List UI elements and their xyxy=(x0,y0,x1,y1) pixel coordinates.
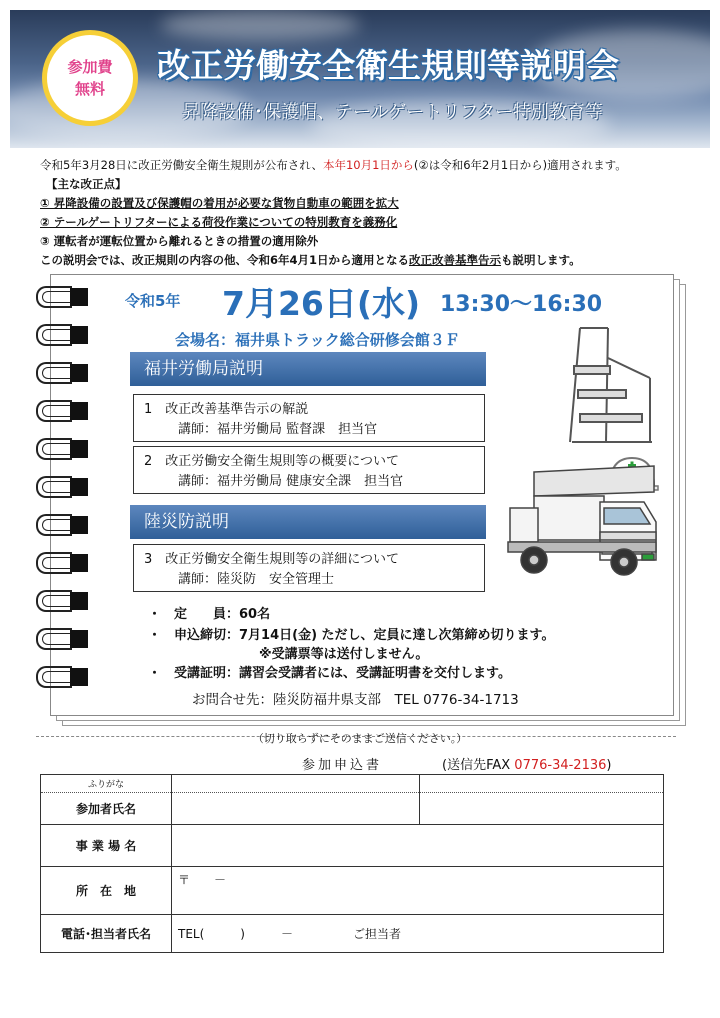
event-era: 令和5年 xyxy=(125,292,181,310)
notebook-ring-icon xyxy=(36,590,92,612)
notebook-ring-icon xyxy=(36,666,92,688)
furigana-label: ふりがな xyxy=(41,775,172,793)
badge-line2: 無料 xyxy=(74,80,105,98)
step-ladder-icon xyxy=(560,318,660,446)
application-form xyxy=(40,774,664,953)
office-name-label: 事 業 場 名 xyxy=(41,825,172,867)
deadline-value: 7月14日(金) ただし、定員に達し次第締め切ります。 xyxy=(239,628,555,643)
deadline-note: ※受講票等は送付しません。 xyxy=(259,647,429,662)
point-1: ① 昇降設備の設置及び保護帽の着用が必要な貨物自動車の範囲を拡大 xyxy=(40,196,399,210)
intro-line1-a: 令和5年3月28日に改正労働安全衛生規則が公布され、 xyxy=(40,158,323,172)
address-label: 所 在 地 xyxy=(41,867,172,915)
certificate-value: 講習会受講者には、受講証明書を交付します。 xyxy=(239,666,511,681)
agenda-item xyxy=(133,394,485,442)
cut-note: （切り取らずにそのままご送信ください。） xyxy=(252,732,468,745)
intro-line1-b: (②は令和6年2月1日から)適用されます。 xyxy=(413,158,627,172)
free-badge xyxy=(42,30,138,126)
capacity-value: 60名 xyxy=(239,607,271,622)
notebook-ring-icon xyxy=(36,628,92,650)
fax-close: ) xyxy=(606,758,612,773)
participant-name-field-2[interactable] xyxy=(420,793,664,825)
form-title: 参加申込書 xyxy=(302,758,383,773)
agenda-item-topic: 2 改正労働安全衛生規則等の概要について xyxy=(144,454,400,469)
address-field[interactable] xyxy=(172,867,664,915)
participant-name-label: 参加者氏名 xyxy=(41,793,172,825)
event-venue: 会場名：福井県トラック総合研修会館３Ｆ xyxy=(175,331,460,349)
event-time: 13:30～16:30 xyxy=(440,292,603,317)
phone-contact-field[interactable] xyxy=(172,915,664,953)
notebook-ring-icon xyxy=(36,476,92,498)
furigana-field-1[interactable] xyxy=(172,775,420,793)
intro-line5-b: も説明します。 xyxy=(501,253,581,267)
intro-line5-a: この説明会では、改正規則の内容の他、令和6年4月1日から適用となる xyxy=(40,253,410,267)
intro-line5-ul: 改正改善基準告示 xyxy=(409,253,502,267)
notebook-ring-icon xyxy=(36,438,92,460)
agenda-item-lecturer: 講師：陸災防 安全管理士 xyxy=(178,572,335,587)
capacity-row xyxy=(148,603,270,622)
page-title: 改正労働安全衛生規則等説明会 xyxy=(157,46,619,85)
notebook-ring-icon xyxy=(36,552,92,574)
deadline-row xyxy=(148,624,555,643)
agenda-item-lecturer: 講師：福井労働局 健康安全課 担当官 xyxy=(178,474,404,489)
intro-line1 xyxy=(40,156,710,175)
furigana-field-2[interactable] xyxy=(420,775,664,793)
notebook-ring-icon xyxy=(36,286,92,308)
agenda-item-topic: 1 改正改善基準告示の解説 xyxy=(144,402,309,417)
intro-line5 xyxy=(40,251,710,270)
fax-number: 0776-34-2136 xyxy=(514,758,607,773)
agenda-item xyxy=(133,446,485,494)
section-title-labor-bureau: 福井労働局説明 xyxy=(130,352,486,386)
notebook-ring-icon xyxy=(36,400,92,422)
phone-value: TEL( ) － ご担当者 xyxy=(178,927,401,941)
certificate-row xyxy=(148,662,511,681)
postal-mark: 〒 － xyxy=(178,873,227,887)
fax-label: (送信先FAX xyxy=(442,758,511,773)
truck-icon xyxy=(504,462,664,584)
intro-block xyxy=(40,156,710,270)
agenda-item xyxy=(133,544,485,592)
point-2: ② テールゲートリフターによる荷役作業についての特別教育を義務化 xyxy=(40,215,398,229)
intro-line1-red: 本年10月1日から xyxy=(322,158,414,172)
participant-name-field-1[interactable] xyxy=(172,793,420,825)
page-subtitle: 昇降設備･保護帽、テールゲートリフター特別教育等 xyxy=(182,102,604,123)
point-3: ③ 運転者が運転位置から離れるときの措置の適用除外 xyxy=(40,234,319,248)
office-name-field[interactable] xyxy=(172,825,664,867)
agenda-item-lecturer: 講師：福井労働局 監督課 担当官 xyxy=(178,422,378,437)
deadline-label: ・ 申込締切： xyxy=(148,628,240,643)
agenda-item-topic: 3 改正労働安全衛生規則等の詳細について xyxy=(144,552,400,567)
phone-contact-label: 電話･担当者氏名 xyxy=(41,915,172,953)
notebook-ring-icon xyxy=(36,324,92,346)
section-title-rikusaibo: 陸災防説明 xyxy=(130,505,486,539)
form-fax xyxy=(442,754,611,773)
notebook-ring-icon xyxy=(36,362,92,384)
capacity-label: ・ 定 員： xyxy=(148,607,240,622)
contact-info: お問合せ先：陸災防福井県支部 TEL 0776-34-1713 xyxy=(192,692,519,708)
points-heading: 【主な改正点】 xyxy=(46,177,127,191)
notebook-ring-icon xyxy=(36,514,92,536)
event-date: 7月26日(水) xyxy=(222,284,421,323)
badge-line1: 参加費 xyxy=(67,58,113,76)
certificate-label: ・ 受講証明： xyxy=(148,666,240,681)
